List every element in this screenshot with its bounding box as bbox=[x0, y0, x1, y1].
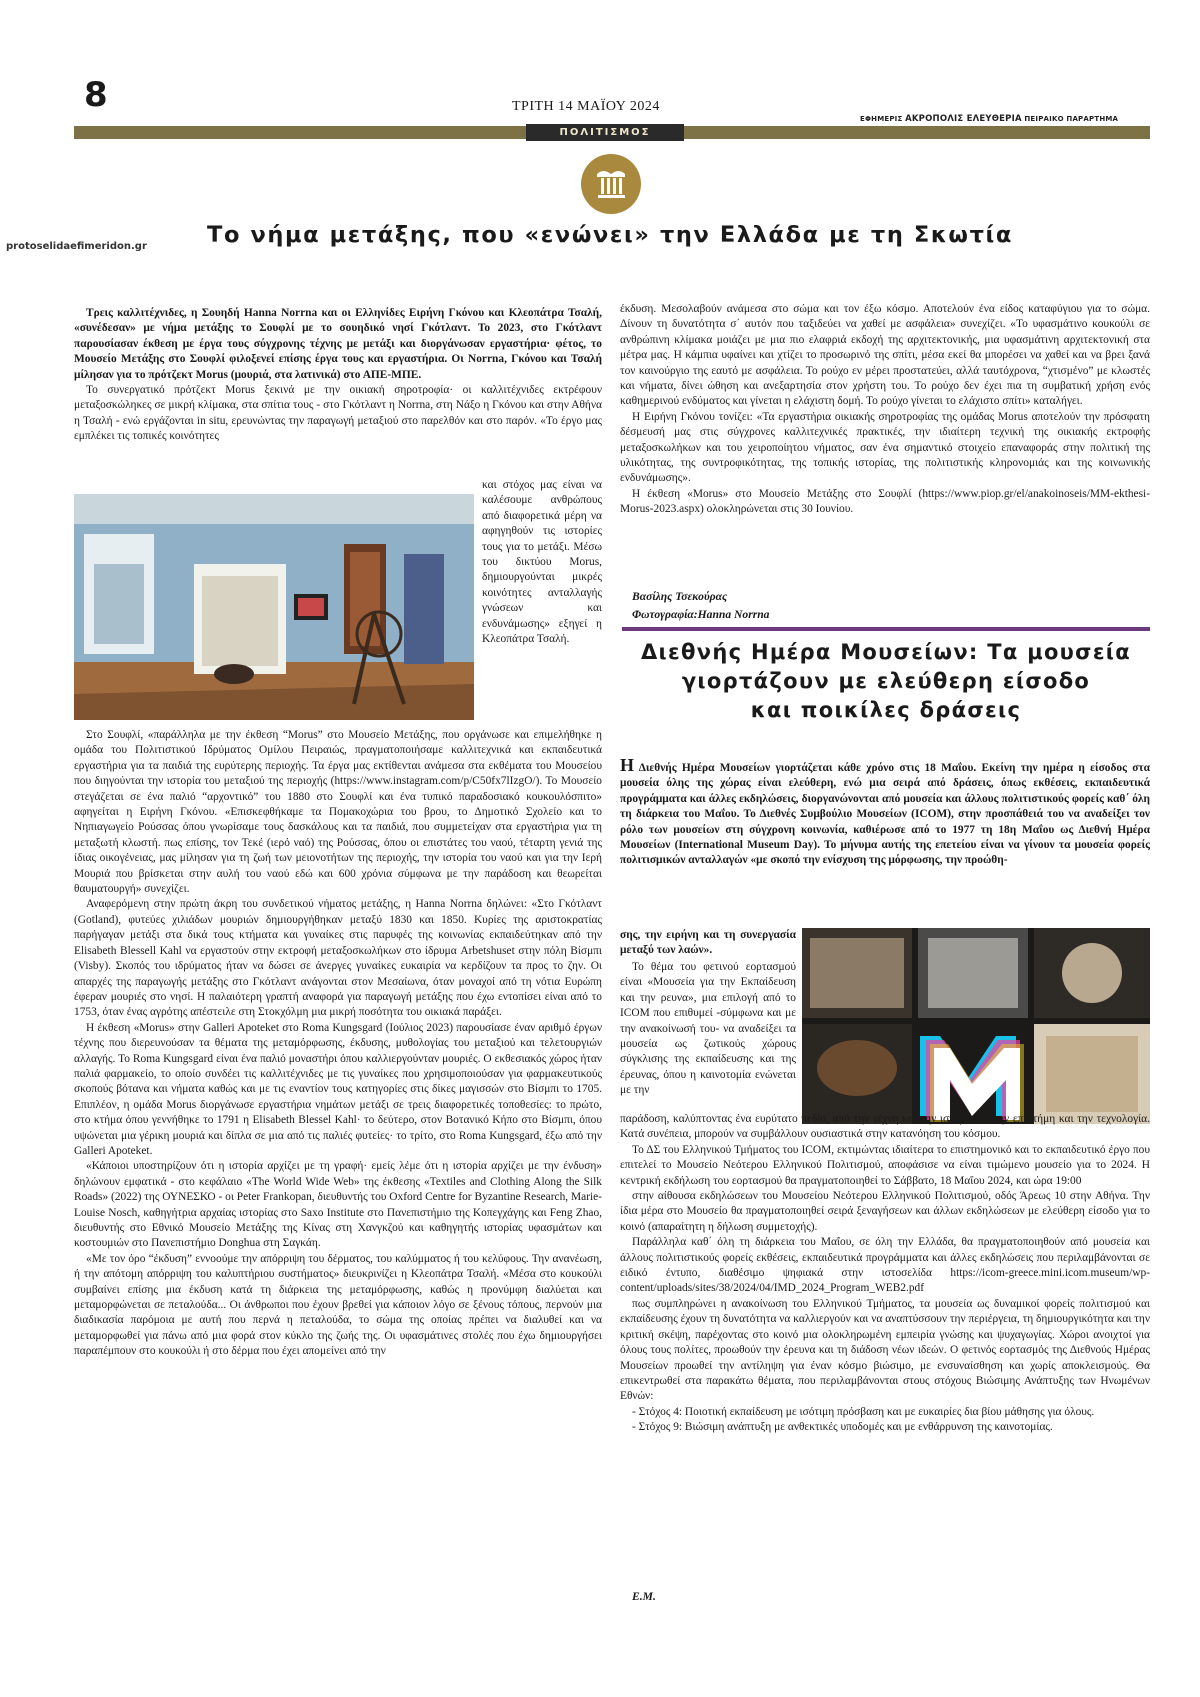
dateline: ΤΡΙΤΗ 14 ΜΑΪΟΥ 2024 bbox=[512, 99, 660, 114]
article2-lead-end: σης, την ειρήνη και τη συνεργασία μεταξύ των λαών». bbox=[620, 929, 796, 957]
article1-paragraph: έκδυση. Μεσολαβούν ανάμεσα στο σώμα και τον έξω κόσμο. Αποτελούν ένα είδος καταφύγιου για το σώμα. Δίνουν τη δυνατότητα σ΄ αυτόν που ταξιδεύει να χαθεί με ασφάλεια» συνεχίζει. «Το υφασμάτινο κουκούλι σε ανθρώπινη κλίμακα μοιάζει με μια πιο ελαφριά εκδοχή της αρχιτεκτονικής, μια υφασμάτινη αρχιτεκτονική στα μέτρα μας. Η κάμπια υφαίνει και χτίζει το προσωρινό της σπίτι, μέσα εκεί θα μπορέσει να χαθεί και να βρει ξανά τον καινούργιο της εαυτό με ασφάλεια. Το ρούχο εν μέρει προστατεύει, αλλά ταυτόχρονα, “χτισμένο” με κλωστές και νήματα, δίνει ώθηση και ανεξαρτησία στον χρήστη του. Το ρούχο δεν έχει πια τη συμβατική χρήση ενός καθημερινού ενδύματος και γίνεται η ελάχιστη δομή. Το ρούχο γίνεται το ελάχιστο σπίτι» καταλήγει. bbox=[620, 303, 1150, 408]
museum-exhibit-photo bbox=[802, 928, 1150, 1124]
article2-headline-line: Διεθνής Ημέρα Μουσείων: Τα μουσεία bbox=[640, 640, 1132, 664]
article2-lead-text: Διεθνής Ημέρα Μουσείων γιορτάζεται κάθε χρόνο στις 18 Μαΐου. Εκείνη την ημέρα η είσοδος στα μουσεία όλης της χώρας είναι ελεύθερη, ενώ μια σειρά από δράσεις, όπως εκθέσεις, εκπαιδευτικά προγράμματα και άλλες εκδηλώσεις, διοργανώνονται από μουσεία και άλλους πολιτιστικούς φορείς καθ΄ όλη τη διάρκεια του Μαΐου. Το Διεθνές Συμβούλιο Μουσείων (ICOM), στην προσπάθειά του να αναδείξει τον ρόλο των μουσείων στη σύγχρονη κοινωνία, καθιέρωσε από το 1977 τη 18η Μαΐου ως Διεθνή Ημέρα Μουσείων (International Museum Day). Το μήνυμα αυτής της επετείου είναι να γίνουν τα μουσεία φορείς πολιτισμικών ανταλλαγών «με σκοπό την ενίσχυση της μόρφωσης, την προώθη- bbox=[620, 762, 1151, 867]
masthead-left: ΕΦΗΜΕΡΙΣ bbox=[860, 115, 903, 123]
article2-paragraph: παράδοση, καλύπτοντας ένα ευρύτατο πεδίο, από την τέχνη και την ιστορία ως την επιστήμη και την τεχνολογία. Κατά συνέπεια, μπορούν να συμβάλλουν ουσιαστικά στην κατανόηση του κόσμου. bbox=[620, 1113, 1150, 1141]
article1-credits bbox=[632, 588, 769, 624]
article1-headline: Το νήμα μετάξης, που «ενώνει» την Ελλάδα με τη Σκωτία bbox=[207, 222, 1013, 248]
site-watermark: protoselidaefimeridon.gr bbox=[6, 241, 147, 252]
article1-photo-credit: Φωτογραφία:Hanna Norrna bbox=[632, 608, 770, 621]
article2-paragraph: - Στόχος 4: Ποιοτική εκπαίδευση με ισότιμη πρόσβαση και με ευκαιρίες δια βίου μάθησης για όλους. bbox=[632, 1405, 1095, 1418]
article2-headline bbox=[624, 638, 1148, 725]
article1-paragraph: Η Ειρήνη Γκόνου τονίζει: «Τα εργαστήρια οικιακής σηροτροφίας της ομάδας Morus αποτελούν την πρόσφατη δέσμευσή μας στις σύγχρονες καλλιτεχνικές πρακτικές, την ιδιαίτερη τεχνική της οικιακής εκτροφής μεταξοσκωλήκων και του χειροποίητου νήματος, σαν ένα σημαντικό στοιχείο επαναφοράς στην πολιτική της υλικότητας, της συντροφικότητας, της τοπικής ιστορίας, της πολιτιστικής κληρονομιάς και της κοινωνικής ενδυνάμωσης». bbox=[620, 410, 1150, 485]
article1-paragraph: Η έκθεση «Morus» στην Galleri Apoteket στο Roma Kungsgard (Ιούλιος 2023) παρουσίασε έναν αριθμό έργων τέχνης που διερευνούσαν τα θέματα της μεταμόρφωσης, έκδυσης, μυθολογίας του μεταξιού και τελετουργιών αλλαγής. Το Roma Kungsgard είναι ένα παλιό μοναστήρι όπου καλλιεργούνταν μουριές. Ο εκθεσιακός χώρος ήταν παλιά φαρμακείο, το οποίο συνδέει τις καλλιτέχνιδες με τις γυναίκες που χρησιμοποιούσαν για φαρμακευτικούς σκοπούς βότανα και νήματα καθώς και με τις εναντίον τους κατηγορίες στις δίκες μαγισσών στο Βίσμπι το 1705. Επιπλέον, η ομάδα Morus διοργάνωσε εργαστήρια νημάτων μετάξι σε τρεις διαφορετικές τοποθεσίες: το πρώτο, στο κτήμα όπου γεννήθηκε το 1791 η Elisabeth Blessel Kahl· το δεύτερο, στον Βοτανικό Κήπο στο Βίσμπι, όπου υψώνεται μια γέρικη μουριά και δίπλα σε μια από τις παλιές φυτείες· το τρίτο, στο Roma Kungsgard, έξω από την Galleri Apoteket. bbox=[74, 1021, 602, 1157]
article2-drop-cap: Η bbox=[620, 755, 635, 775]
article1-author: Βασίλης Τσεκούρας bbox=[632, 590, 728, 603]
article1-paragraph: Το συνεργατικό πρότζεκτ Morus ξεκινά με την οικιακή σηροτροφία· οι καλλιτέχνιδες εκτρέφουν μεταξοσκώληκες σε μικρή κλίμακα, στα σπίτια τους - στο Γκότλαντ η Norrna, στη Νάξο η Γκόνου και στην Αθήνα η Τσαλή - ενώ εργάζονται in situ, ερευνώντας την παραγωγή μεταξιού στο παρελθόν και στο παρόν. «Το έργο μας εμπλέκει τις τοπικές κοινότητες bbox=[74, 384, 602, 443]
article2-paragraph: στην αίθουσα εκδηλώσεων του Μουσείου Νεότερου Ελληνικού Πολιτισμού, οδός Άρεως 10 στην Αθήνα. Την ίδια μέρα στο Μουσείο θα πραγματοποιηθεί σειρά ξεναγήσεων και άλλων εκδηλώσεων με ελεύθερη είσοδο για το κοινό (απαραίτητη η δήλωση συμμετοχής). bbox=[620, 1190, 1150, 1233]
article1-top-column bbox=[74, 306, 602, 445]
masthead bbox=[860, 114, 1118, 124]
section-tab: ΠΟΛΙΤΙΣΜΟΣ bbox=[526, 124, 684, 141]
article2-side-column bbox=[620, 960, 796, 1099]
article2-paragraph: Παράλληλα καθ΄ όλη τη διάρκεια του Μαΐου, σε όλη την Ελλάδα, θα πραγματοποιηθούν από μουσεία και άλλους πολιτιστικούς φορείς εκθέσεις, εκπαιδευτικά προγράμματα και άλλες εκδηλώσεις που περιλαμβάνονται σε ειδικό έντυπο, διαθέσιμο ψηφιακά στην ιστοσελίδα https://icom-greece.mini.icom.museum/wp-content/uploads/sites/38/2024/04/IMD_2024_Program_WEB2.pdf bbox=[620, 1236, 1150, 1295]
page-number: 8 bbox=[84, 75, 108, 115]
article1-paragraph: «Κάποιοι υποστηρίζουν ότι η ιστορία αρχίζει με τη γραφή· εμείς λέμε ότι η ιστορία αρχίζει με την ένδυση» δηλώνουν εμφατικά - στο κεφάλαιο «The World Wide Web» της έκθεσης «Textiles and Clothing Along the Silk Roads» (2022) της ΟΥΝΕΣΚΟ - οι Peter Frankopan, διευθυντής του Oxford Centre for Byzantine Research, Marie-Louise Nosch, καθηγήτρια αρχαίας ιστορίας στο Saxo Institute στο Πανεπιστήμιο της Κοπεγχάγης και Feng Zhao, διευθυντής στο Εθνικό Μουσείο Μετάξης της Κίνας στη Χανγκζού και καθηγητής ιστορίας υφασμάτων και κοστουμιών στο Πανεπιστήμιο Donghua στη Σαγκάη. bbox=[74, 1160, 602, 1250]
article2-headline-line: γιορτάζουν με ελεύθερη είσοδο bbox=[681, 669, 1091, 693]
masthead-brand: ΑΚΡΟΠΟΛΙΣ ΕΛΕΥΘΕΡΙΑ bbox=[905, 114, 1022, 124]
article1-lower-column bbox=[74, 728, 602, 1360]
article1-lead: Τρεις καλλιτέχνιδες, η Σουηδή Hanna Norrna και οι Ελληνίδες Ειρήνη Γκόνου και Κλεοπάτρα Τσαλή, «συνέδεσαν» με νήμα μετάξης το Σουφλί με το σουηδικό νησί Γκότλαντ. Το 2023, στο Γκότλαντ παρουσίασαν έκθεση με έργα τους σύγχρονης τέχνης με μετάξι και διοργάνωσαν εργαστήρια· φέτος, το Μουσείο Μετάξης στο Σουφλί φιλοξενεί επίσης έργα τους και εργαστήρια. Οι Norrna, Γκόνου και Τσαλή μίλησαν για το πρότζεκτ Morus (μουριά, στα λατινικά) στο ΑΠΕ-ΜΠΕ. bbox=[74, 307, 602, 381]
article2-paragraph: Το θέμα του φετινού εορτασμού είναι «Μουσεία για την Εκπαίδευση και την ρευνα», μια επιλογή από το ICOM που επιθυμεί -σύμφωνα και με την ανακοίνωσή του- να αναδείξει τα μουσεία ως ζωτικούς χώρους σύγκλισης της εκπαίδευσης και της έρευνας, όπου η καινοτομία ενώνεται με την bbox=[620, 961, 796, 1097]
article2-paragraph: πως συμπληρώνει η ανακοίνωση του Ελληνικού Τμήματος, τα μουσεία ως δυναμικοί φορείς πολιτισμού και εκπαίδευσης έχουν τη δυνατότητα να καλλιεργούν και να αναπτύσσουν την περιέργεια, τη δημιουργικότητα και την κριτική σκέψη, παρέχοντας στο κοινό μια ολοκληρωμένη εμπειρία γνώσης και ψυχαγωγίας. Χώροι ανοιχτοί για όλους τους πολίτες, προωθούν την έρευνα και τη διάδοση νέων ιδεών. Ο φετινός εορτασμός της Διεθνούς Ημέρας Μουσείων προωθεί την αντίληψη για έναν κόσμο βιώσιμο, με ενσυναίσθηση και χωρίς αποκλεισμούς. Θα επικεντρωθεί στα παρακάτω θέματα, που περιλαμβάνονται στους στόχους Βιώσιμης Ανάπτυξης των Ηνωμένων Εθνών: bbox=[620, 1297, 1150, 1403]
masthead-right: ΠΕΙΡΑΙΚΟ ΠΑΡΑΡΤΗΜΑ bbox=[1024, 115, 1119, 123]
article1-right-column bbox=[620, 302, 1150, 518]
museum-room-photo bbox=[74, 494, 474, 720]
article1-paragraph: Αναφερόμενη στην πρώτη άκρη του συνδετικού νήματος μετάξης, η Hanna Norrna δηλώνει: «Στο Γκότλαντ (Gotland), φυτεύες χιλιάδων μουριών δημιουργήθηκαν μεταξύ 1830 και 1850. Κυρίες της αριστοκρατίας παρήγαγαν μετάξι στα δικά τους κτήματα και γυναίκες στις παρυφές της κοινωνίας εκπαιδεύτηκαν από την Elisabeth Blessell Kahl να εργαστούν στην εκτροφή μεταξοσκωλήκων στο ίδρυμα Arbetshuset στην πόλη Βίσμπι (Visby). Σκοπός του ιδρύματος ήταν να δώσει σε άνεργες γυναίκες ευκαιρία να κερδίζουν τα προς το ζην. Οι απαρχές της παραγωγής μετάξης στο Γκότλαντ ανάγονται στον Μεσαίωνα, όταν μοναχοί από τη νότια Ευρώπη έφεραν μουριές στο νησί. Η παλαιότερη γραπτή αναφορά για παραγωγή μετάξης που έχω εντοπίσει είναι από το 1753, όταν ένας αγρότης απέστειλε στη Στοκχόλμη μια μικρή ποσότητα του οικιακά παράξει. bbox=[74, 898, 602, 1019]
column-logo-icon bbox=[581, 154, 641, 214]
article2-paragraph: Το ΔΣ του Ελληνικού Τμήματος του ICOM, εκτιμώντας ιδιαίτερα το επιστημονικό και το εκπαιδευτικό έργο που επιτελεί το Μουσείο Νεότερου Ελληνικού Πολιτισμού, αποφάσισε να είναι τιμώμενο μουσείο για το 2024. Η κεντρική εκδήλωση του εορτασμού θα πραγματοποιηθεί το Σάββατο, 18 Μαΐου 2024, και ώρα 19:00 bbox=[620, 1143, 1150, 1187]
article2-author: Ε.Μ. bbox=[632, 1590, 656, 1603]
article1-side-text: και στόχος μας είναι να καλέσουμε ανθρώπους από διαφορετικά μέρη να αφηγηθούν τις ιστορίες τους για το μετάξι. Μέσω του δικτύου Morus, δημιουργούνται μικρές κοινότητες ανταλλαγής γνώσεων και ενδυνάμωσης» εξηγεί η Κλεοπάτρα Τσαλή. bbox=[482, 479, 602, 646]
article2-headline-line: και ποικίλες δράσεις bbox=[750, 698, 1022, 722]
article2-main-column bbox=[620, 1112, 1150, 1436]
article1-paragraph: Η έκθεση «Morus» στο Μουσείο Μετάξης στο Σουφλί (https://www.piop.gr/el/anakoinoseis/MM-ekthesi-Morus-2023.aspx) ολοκληρώνεται στις 30 Ιουνίου. bbox=[620, 487, 1150, 516]
article1-paragraph: «Με τον όρο “έκδυση” εννοούμε την απόρριψη του δέρματος, του καλύμματος ή του κελύφους. Την ανανέωση, ή την απότομη απόρριψη του καλυπτήριου συστήματος» διευκρινίζει η Κλεοπάτρα Τσαλή. «Μέσα στο κουκούλι συμβαίνει επίσης μια έκδυση κατά τη διάρκεια της μεταμόρφωσης, καθώς η προνύμφη διαλύεται και μεταμορφώνεται σε πεταλούδα... Οι άνθρωποι που έχουν βρεθεί για κάποιον λόγο σε ξένους τόπους, περνούν μια διαδικασία παρόμοια με αυτή που περνά η πεταλούδα, το σώμα της οποίας πρέπει να διαλυθεί και να μεταμορφωθεί για πάνω από μια φορά στον κύκλο της ζωής της. Οι υφασμάτινες στολές που έχω δημιουργήσει παραπέμπουν στο κουκούλι ή στο δέρμα που έχει απομείνει από την bbox=[74, 1252, 602, 1358]
article2-lead bbox=[620, 755, 1151, 869]
article-divider bbox=[622, 627, 1150, 631]
article1-paragraph: Στο Σουφλί, «παράλληλα με την έκθεση “Morus” στο Μουσείο Μετάξης, που οργάνωσε και επιμελήθηκε η ομάδα του Πολιτιστικού Ιδρύματος Ομίλου Πειραιώς, πραγματοποιήσαμε καλλιτεχνικά και εκπαιδευτικά εργαστήρια για τα παιδιά της ευρύτερης περιοχής. Τα έργα μας εκτίθενται ανάμεσα στα εκθέματα του Μουσείου που διηγούνται την ιστορία του μεταξιού της περιοχής (https://www.instagram.com/p/C50fx7lIzgO/). Το Μουσείο στεγάζεται σε ένα παλιό “αρχοντικό” του 1880 στο Σουφλί και ένα τυπικό παραδοσιακό κουκουλόσπιτο» αφηγείται η Ειρήνη Γκόνου. «Επισκεφθήκαμε τα Πομακοχώρια του βρου, το Δημοτικό Σχολείο και το Νηπιαγωγείο Ρούσσας όπου γνωρίσαμε τους δασκάλους και τα παιδιά, που συμμετείχαν στα εργαστήρια για τη μεταξωτή κλωστή. πως επίσης, τον Τεκέ (ιερό ναό) της Ρούσσας, όπου οι επιστάτες του ναού, τέταρτη γενιά της ίδιας οικογένειας, μας μίλησαν για τη ζωή των μειονοτήτων της περιοχής, την ιστορία του ναού και για την Ιερή Μουριά που βρίσκεται στην αυλή του ναού εδώ και 600 χρόνια σύμφωνα με την παράδοση και θεωρείται θαυματουργή» συνεχίζει. bbox=[74, 729, 602, 896]
article2-paragraph: - Στόχος 9: Βιώσιμη ανάπτυξη με ανθεκτικές υποδομές και με ενθάρρυνση της καινοτομίας. bbox=[632, 1421, 1053, 1434]
